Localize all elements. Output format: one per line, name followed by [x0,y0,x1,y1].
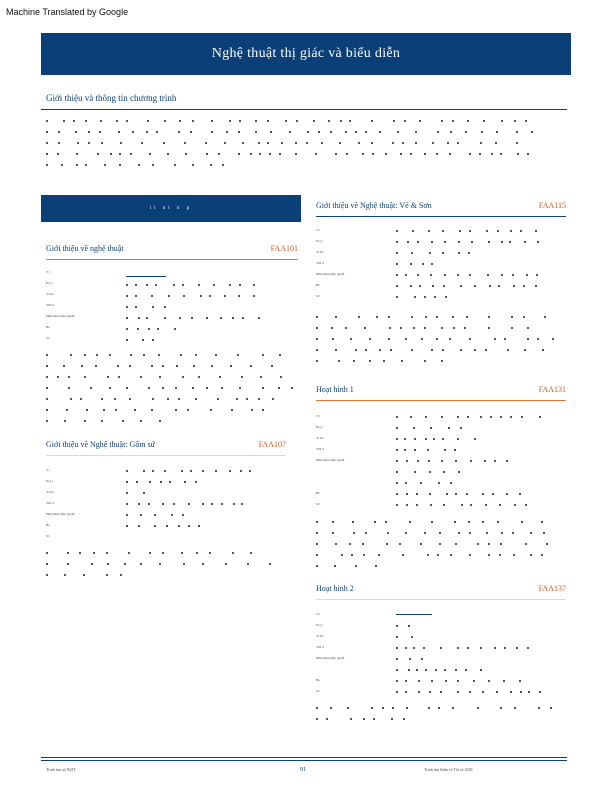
value-line [126,499,296,510]
course-block-faa101 [46,244,298,260]
text-line [316,561,564,572]
machine-translated-label: Machine Translated by Google [6,7,129,17]
course-values-faa137 [396,621,566,698]
field-label: Tr hợ [316,634,324,638]
field-label: Sv [46,534,50,538]
course-description-faa107 [46,548,276,581]
value-line [126,280,296,291]
course-block-faa107 [46,440,286,456]
value-line [126,488,296,499]
field-label: Trừ tr [46,303,55,307]
course-divider [46,455,286,456]
value-line [396,665,566,676]
field-label: T t [46,270,50,274]
text-line [316,345,564,356]
value-line [396,621,566,632]
value-line [396,237,566,248]
value-line [396,292,566,303]
footer-rule [41,757,567,758]
value-line [396,676,566,687]
course-divider [46,259,298,260]
field-label: Trừ tr [46,501,55,505]
text-line [46,138,566,149]
course-description-faa137 [316,703,564,725]
field-label: Tr hợ [46,490,54,494]
field-label: Đ g t [46,479,53,483]
text-line [316,356,564,367]
intro-divider [41,109,567,110]
course-divider [316,400,566,401]
value-line [396,467,566,478]
field-label: Điều kiện tiên quyết [46,512,75,516]
text-line [46,149,566,160]
value-line [396,489,566,500]
text-line [46,548,276,559]
text-line [316,550,564,561]
field-label: Tr hợ [316,250,324,254]
field-label: T t [316,612,320,616]
footer-right-text: Trình tìm kiếm số Tài số 2026 [424,767,473,772]
course-title: Hoạt hình 2 [316,584,354,593]
page-number: 91 [300,767,306,773]
course-code: FAA101 [270,244,298,253]
value-line [396,500,566,511]
field-label: T t [316,414,320,418]
course-values-faa107 [126,466,296,532]
text-line [46,559,276,570]
field-label: Tr hợ [316,436,324,440]
field-label: Sv [316,502,320,506]
text-line [46,416,296,427]
course-code: FAA131 [538,385,566,394]
value-line [396,632,566,643]
text-line [316,334,564,345]
course-values-faa115 [396,226,566,303]
value-line [396,270,566,281]
value-line [396,445,566,456]
value-line [396,423,566,434]
course-values-faa131 [396,412,566,511]
value-line [396,412,566,423]
course-code: FAA137 [538,584,566,593]
field-label: Bo [316,283,321,287]
text-line [46,372,296,383]
text-line [316,517,564,528]
value-line [396,434,566,445]
value-line [126,291,296,302]
text-line [316,323,564,334]
text-line [46,160,566,171]
field-label: Điều kiện tiên quyết [316,458,345,462]
course-code: FAA107 [258,440,286,449]
footer-rule [41,760,567,761]
field-label: T t [316,228,320,232]
course-code: FAA115 [538,201,566,210]
text-line [46,570,276,581]
course-block-faa131 [316,385,566,401]
value-line [126,302,296,313]
value-line [396,478,566,489]
course-description-faa101 [46,350,296,427]
left-section-label: tt nt n p [149,206,193,211]
field-label: Bo [316,678,321,682]
value-line [126,466,296,477]
value-line [396,456,566,467]
field-label: Trừ tr [316,447,325,451]
course-block-faa137 [316,584,566,600]
course-title: Giới thiệu về Nghệ thuật: Vẽ & Sơn [316,201,432,210]
field-label: Bo [46,523,51,527]
field-label: Sv [316,689,320,693]
value-line [396,687,566,698]
text-line [46,361,296,372]
field-label: Tr hợ [46,292,54,296]
text-line [316,539,564,550]
text-line [46,394,296,405]
field-label: Điều kiện tiên quyết [46,314,75,318]
value-line [126,477,296,488]
footer-left-text: Trình tìm số NSIT [46,767,76,772]
course-divider [316,216,566,217]
field-label: Bo [316,491,321,495]
course-values-faa101 [126,280,296,346]
value-line [396,248,566,259]
value-line [126,521,296,532]
field-label: Đ g t [316,239,323,243]
course-title: Giới thiệu về Nghệ thuật: Gốm sứ [46,440,155,449]
text-line [46,350,296,361]
value-line [396,643,566,654]
field-label: Sv [46,336,50,340]
value-line [126,510,296,521]
course-divider [316,599,566,600]
field-label: Sv [316,294,320,298]
field-label: Điều kiện tiên quyết [316,272,345,276]
course-description-faa131 [316,517,564,572]
course-block-faa115 [316,201,566,217]
value-line [126,324,296,335]
banner-title: Nghệ thuật thị giác và biểu diễn [211,46,401,61]
text-line [316,703,564,714]
text-line [46,116,566,127]
page-banner [41,33,571,75]
text-line [46,383,296,394]
course-description-faa115 [316,312,564,367]
text-line [316,312,564,323]
field-label: Điều kiện tiên quyết [316,656,345,660]
value-line [126,335,296,346]
left-section-bar [41,195,301,222]
text-line [316,714,564,725]
field-label: T t [46,468,50,472]
field-label: Đ g t [316,623,323,627]
value-line [396,281,566,292]
value-line [396,226,566,237]
course-title: Hoạt hình 1 [316,385,354,394]
field-label: Đ g t [316,425,323,429]
text-line [46,127,566,138]
intro-paragraph [46,116,566,171]
text-line [46,405,296,416]
field-label: Trừ tr [316,261,325,265]
course-title: Giới thiệu về nghệ thuật [46,244,124,253]
text-line [316,528,564,539]
intro-heading: Giới thiệu và thông tin chương trình [46,93,177,103]
field-label: Trừ tr [316,645,325,649]
value-line [126,313,296,324]
value-line [396,259,566,270]
field-label: Bo [46,325,51,329]
value-line [396,654,566,665]
field-label: Đ g t [46,281,53,285]
